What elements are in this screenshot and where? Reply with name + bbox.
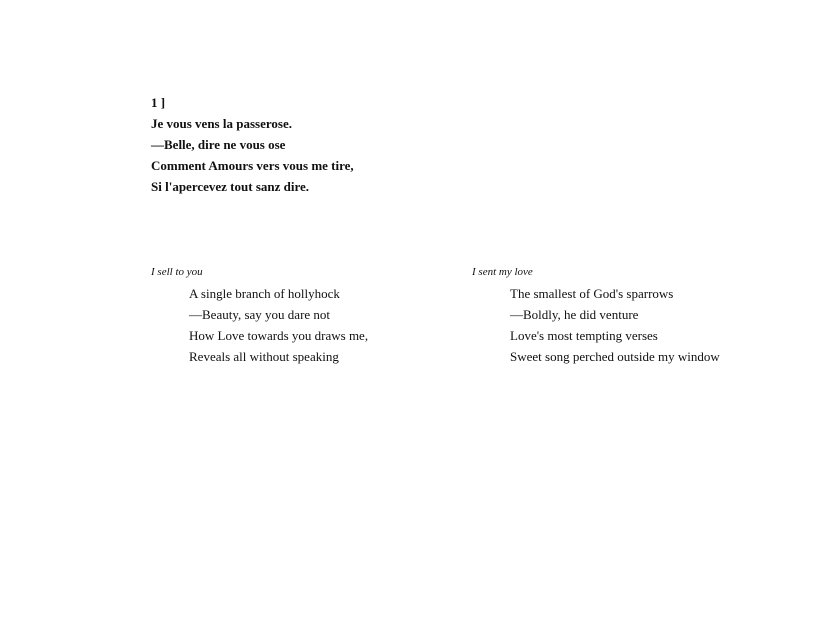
- translation-line: A single branch of hollyhock: [189, 286, 340, 301]
- translation-line: Love's most tempting verses: [510, 328, 658, 343]
- translation-right: [472, 262, 720, 367]
- translation-heading: I sell to you: [151, 266, 203, 278]
- translation-left: [151, 262, 368, 367]
- translation-line: —Boldly, he did venture: [510, 307, 639, 322]
- translation-heading: I sent my love: [472, 266, 533, 278]
- original-line: —Belle, dire ne vous ose: [151, 137, 286, 152]
- translation-line: The smallest of God's sparrows: [510, 286, 674, 301]
- translation-line: Sweet song perched outside my window: [510, 349, 720, 364]
- original-line: Si l'apercevez tout sanz dire.: [151, 179, 310, 194]
- original-line: Je vous vens la passerose.: [151, 116, 292, 131]
- poem-number: 1 ]: [151, 95, 166, 110]
- original-line: Comment Amours vers vous me tire,: [151, 158, 354, 173]
- translation-line: Reveals all without speaking: [189, 349, 339, 364]
- original-poem: [151, 92, 354, 197]
- translation-line: —Beauty, say you dare not: [189, 307, 331, 322]
- translation-line: How Love towards you draws me,: [189, 328, 369, 343]
